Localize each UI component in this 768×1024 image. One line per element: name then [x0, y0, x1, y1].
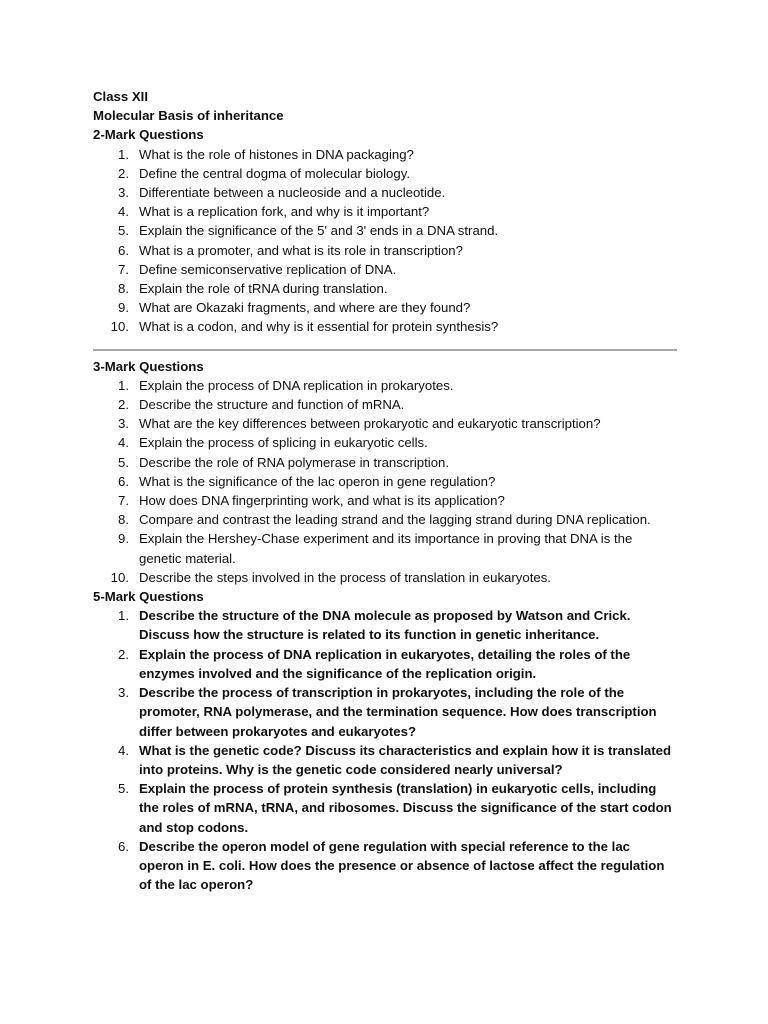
list-item-text: Compare and contrast the leading strand and the lagging strand during DNA replication. — [139, 512, 651, 528]
list-item — [93, 837, 677, 895]
list-item-number: 5. — [118, 454, 129, 470]
list-item — [93, 164, 677, 183]
list-item-number: 2. — [118, 646, 129, 662]
list-item-text: What are Okazaki fragments, and where are they found? — [139, 300, 471, 316]
list-item — [93, 202, 677, 221]
list-item-number: 6. — [118, 838, 129, 854]
list-item — [93, 568, 677, 587]
list-item-number: 10. — [110, 569, 129, 585]
list-item-text: What are the key differences between prokaryotic and eukaryotic transcription? — [139, 416, 601, 432]
list-item-text: Explain the process of splicing in eukaryotic cells. — [139, 435, 428, 451]
list-item — [93, 741, 677, 779]
list-item-number: 4. — [118, 204, 129, 220]
list-item-text: Explain the process of protein synthesis (translation) in eukaryotic cells, including the roles of mRNA, tRNA, and ribosomes. Discuss the significance of the start codon and stop codons. — [139, 781, 672, 835]
list-item-number: 7. — [118, 261, 129, 277]
section-title-3-mark: 3-Mark Questions — [93, 358, 204, 374]
list-item-number: 5. — [118, 223, 129, 239]
list-item — [93, 529, 677, 567]
list-item-number: 3. — [118, 416, 129, 432]
list-item — [93, 298, 677, 317]
list-item — [93, 183, 677, 202]
list-item-number: 9. — [118, 300, 129, 316]
list-item — [93, 683, 677, 741]
list-item-number: 6. — [118, 473, 129, 489]
list-item-text: What is the role of histones in DNA packaging? — [139, 146, 414, 162]
list-item-text: Describe the structure and function of mRNA. — [139, 397, 405, 413]
list-item-text: Describe the steps involved in the process of translation in eukaryotes. — [139, 569, 551, 585]
list-item-text: Explain the process of DNA replication in prokaryotes. — [139, 377, 454, 393]
list-item-text: Describe the structure of the DNA molecule as proposed by Watson and Crick. Discuss how the structure is related to its function in genetic inheritance. — [139, 608, 631, 643]
list-item-text: Describe the process of transcription in prokaryotes, including the role of the promoter, RNA polymerase, and the termination sequence. How does transcription differ between prokaryotes and eukaryotes? — [139, 685, 657, 739]
list-item-number: 3. — [118, 685, 129, 701]
list-item — [93, 279, 677, 298]
list-item-text: What is a promoter, and what is its role in transcription? — [139, 242, 463, 258]
section-divider — [93, 349, 677, 351]
list-item — [93, 221, 677, 240]
list-item — [93, 317, 677, 336]
question-list-5-mark — [93, 606, 677, 894]
list-item-number: 8. — [118, 512, 129, 528]
question-list-3-mark — [93, 376, 677, 587]
list-item-number: 5. — [118, 781, 129, 797]
list-item-text: Define semiconservative replication of DNA. — [139, 261, 397, 277]
list-item — [93, 145, 677, 164]
list-item — [93, 376, 677, 395]
list-item-number: 10. — [110, 319, 129, 335]
list-item-text: How does DNA fingerprinting work, and what is its application? — [139, 493, 505, 509]
list-item-text: Describe the operon model of gene regulation with special reference to the lac operon in E. coli. How does the presence or absence of lactose affect the regulation of the lac operon? — [139, 838, 665, 893]
list-item-number: 2. — [118, 397, 129, 413]
list-item-number: 1. — [118, 377, 129, 393]
list-item — [93, 395, 677, 414]
list-item-text: What is the genetic code? Discuss its characteristics and explain how it is translated into proteins. Why is the genetic code considered nearly universal? — [139, 742, 672, 777]
list-item-text: Define the central dogma of molecular biology. — [139, 165, 410, 181]
list-item-text: Explain the process of DNA replication in eukaryotes, detailing the roles of the enzymes involved and the significance of the replication origin. — [139, 646, 631, 681]
list-item-number: 8. — [118, 281, 129, 297]
document-content — [93, 87, 677, 894]
list-item-text: Explain the significance of the 5' and 3' ends in a DNA strand. — [139, 223, 499, 239]
list-item — [93, 645, 677, 683]
list-item-text: What is a codon, and why is it essential for protein synthesis? — [139, 319, 499, 335]
subject-line: Molecular Basis of inheritance — [93, 108, 284, 124]
list-item-number: 2. — [118, 165, 129, 181]
list-item — [93, 414, 677, 433]
section-title-2-mark: 2-Mark Questions — [93, 127, 204, 143]
list-item-text: Explain the Hershey-Chase experiment and its importance in proving that DNA is the genetic material. — [139, 531, 633, 566]
section-title-5-mark: 5-Mark Questions — [93, 589, 204, 605]
class-line: Class XII — [93, 89, 148, 104]
list-item — [93, 606, 677, 644]
list-item — [93, 241, 677, 260]
list-item-text: Differentiate between a nucleoside and a nucleotide. — [139, 185, 446, 201]
list-item — [93, 260, 677, 279]
list-item — [93, 491, 677, 510]
list-item-number: 7. — [118, 493, 129, 509]
list-item-number: 3. — [118, 185, 129, 201]
list-item-number: 1. — [118, 146, 129, 162]
list-item-text: What is a replication fork, and why is it important? — [139, 204, 430, 220]
list-item-number: 4. — [118, 742, 129, 758]
list-item-number: 6. — [118, 242, 129, 258]
question-list-2-mark — [93, 145, 677, 337]
list-item-number: 4. — [118, 435, 129, 451]
list-item-text: Explain the role of tRNA during translation. — [139, 281, 388, 297]
list-item — [93, 779, 677, 837]
list-item-number: 9. — [118, 531, 129, 547]
list-item-text: What is the significance of the lac operon in gene regulation? — [139, 473, 496, 489]
list-item — [93, 433, 677, 452]
list-item — [93, 453, 677, 472]
list-item-text: Describe the role of RNA polymerase in transcription. — [139, 454, 450, 470]
list-item — [93, 472, 677, 491]
list-item — [93, 510, 677, 529]
list-item-number: 1. — [118, 608, 129, 624]
